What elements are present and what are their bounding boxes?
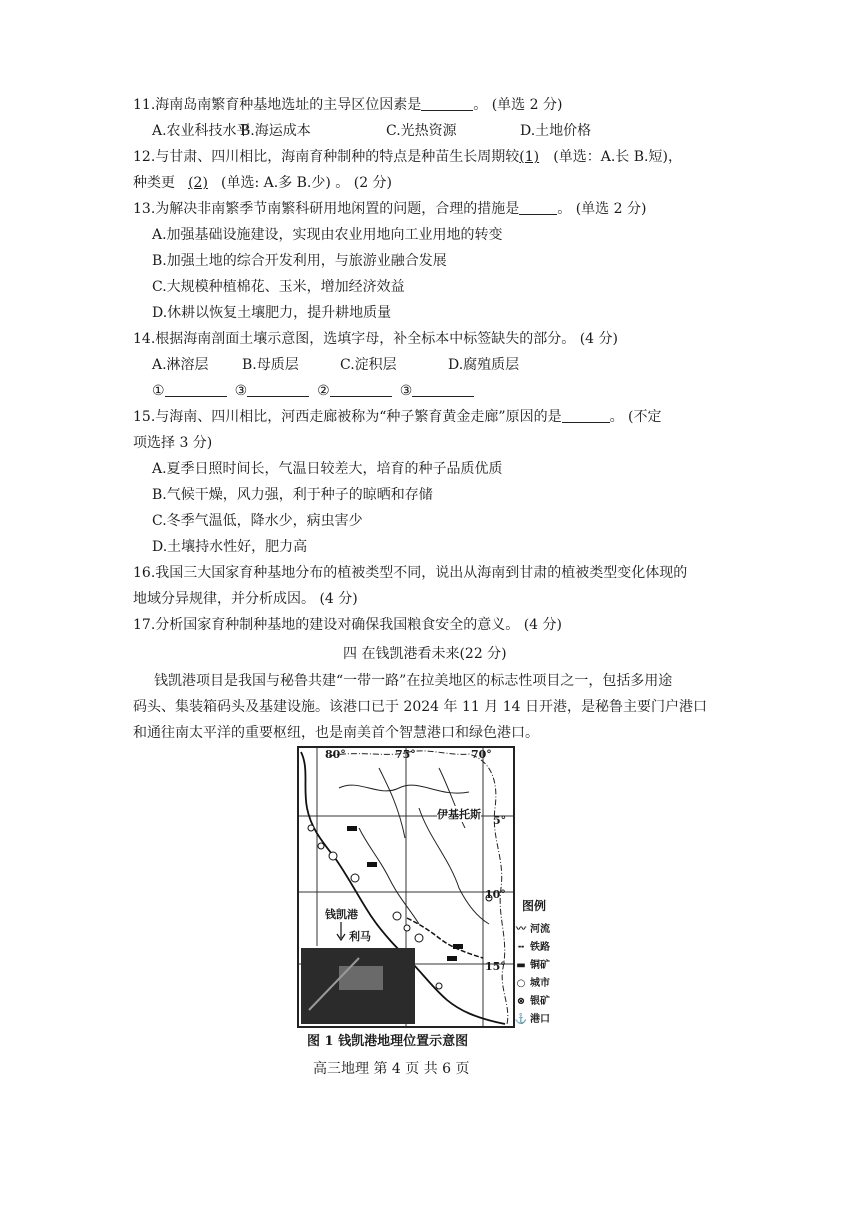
- q14-option-a: A.淋溶层: [152, 357, 209, 373]
- q14-option-c: C.淀积层: [340, 357, 397, 373]
- q14-blank-label-4: ③: [399, 383, 413, 399]
- lat-label-10: 10°: [485, 888, 506, 901]
- lon-label-80: 80°: [325, 748, 346, 761]
- lon-label-70: 70°: [471, 748, 492, 761]
- q11-stem: 11.海南岛南繁育种基地选址的主导区位因素是: [133, 97, 422, 113]
- port-aerial-photo-detail: [339, 966, 383, 990]
- copper-mine-marker: [367, 862, 377, 867]
- section-4-para-line-3: 和通往南太平洋的重要枢纽，也是南美首个智慧港口和绿色港口。: [133, 725, 539, 741]
- q15-option-c: C.冬季气温低，降水少，病虫害少: [152, 513, 363, 529]
- question-15: [133, 407, 662, 427]
- q11-tail: 。 (单选 2 分): [473, 97, 563, 113]
- question-12: [133, 147, 682, 167]
- chancay-port-location-map: [297, 746, 515, 1028]
- q13-option-c: C.大规模种植棉花、玉米，增加经济效益: [152, 279, 405, 295]
- section-4-para-line-1: 钱凯港项目是我国与秘鲁共建“一带一路”在拉美地区的标志性项目之一，包括多用途: [154, 673, 673, 689]
- lat-label-15: 15°: [485, 960, 506, 973]
- q15-answer-blank[interactable]: [562, 408, 610, 423]
- q11-option-c: C.光热资源: [386, 123, 457, 139]
- silver-mine-marker: [351, 874, 359, 882]
- q13-option-d: D.休耕以恢复土壤肥力，提升耕地质量: [152, 305, 392, 321]
- q15-line-2: 项选择 3 分): [133, 435, 213, 451]
- legend-silver: ⊗ 银矿: [512, 992, 550, 1007]
- figure-caption: 图 1 钱凯港地理位置示意图: [307, 1034, 469, 1049]
- copper-mine-marker: [453, 944, 463, 949]
- q11-option-b: B.海运成本: [240, 123, 311, 139]
- q13-stem: 13.为解决非南繁季节南繁科研用地闲置的问题，合理的措施是: [133, 201, 520, 217]
- section-4-title: 四 在钱凯港看未来(22 分): [343, 646, 507, 662]
- silver-mine-marker: [329, 852, 337, 860]
- railway-icon: ╍: [517, 942, 525, 953]
- question-12-line-2: [133, 173, 392, 193]
- city-marker: [308, 825, 314, 831]
- lon-label-75: 75°: [395, 748, 416, 761]
- question-14: 14.根据海南剖面土壤示意图，选填字母，补全标本中标签缺失的部分。 (4 分): [133, 331, 618, 347]
- section-4-para-line-2: 码头、集装箱码头及基建设施。该港口已于 2024 年 11 月 14 日开港，是秘鲁主要门户港口: [133, 699, 707, 715]
- q15-option-b: B.气候干燥，风力强，利于种子的晾晒和存储: [152, 487, 433, 503]
- q12-blank-2[interactable]: (2): [188, 175, 208, 191]
- question-16-line-2: 地域分异规律，并分析成因。 (4 分): [133, 591, 358, 607]
- q11-option-d: D.土地价格: [520, 123, 592, 139]
- q13-answer-blank[interactable]: [519, 200, 557, 215]
- river-icon: 〰: [516, 924, 526, 935]
- q12-text-1: 12.与甘肃、四川相比，海南育种制种的特点是种苗生长周期较: [133, 149, 520, 165]
- question-16: 16.我国三大国家育种基地分布的植被类型不同，说出从海南到甘肃的植被类型变化体现的: [133, 565, 688, 581]
- city-marker: [404, 925, 410, 931]
- q14-blanks: [152, 381, 474, 401]
- q15-text-1: 15.与海南、四川相比，河西走廊被称为“种子繁育黄金走廊”原因的是: [133, 409, 562, 425]
- copper-mine-marker: [447, 956, 457, 961]
- q11-option-a: A.农业科技水平: [152, 123, 251, 139]
- q12-text-3: 种类更: [133, 175, 175, 191]
- map-drawing: [299, 748, 513, 1026]
- q15-option-a: A.夏季日照时间长，气温日较差大，培育的种子品质优质: [152, 461, 503, 477]
- place-chancay-port: 钱凯港: [325, 908, 358, 921]
- q14-blank-1[interactable]: [165, 382, 227, 397]
- city-icon: ○: [516, 978, 526, 989]
- q14-blank-label-3: ②: [317, 383, 330, 399]
- q15-option-d: D.土壤持水性好，肥力高: [152, 539, 308, 555]
- copper-mine-marker: [347, 826, 357, 831]
- q11-answer-blank[interactable]: [421, 96, 473, 111]
- legend-port: ⚓ 港口: [512, 1010, 550, 1025]
- city-marker: [436, 983, 442, 989]
- q14-blank-label-2: ③: [234, 383, 248, 399]
- legend-copper: ▬ 铜矿: [512, 956, 550, 971]
- question-17: 17.分析国家育种制种基地的建设对确保我国粮食安全的意义。 (4 分): [133, 617, 562, 633]
- q12-blank-1[interactable]: (1): [519, 149, 540, 165]
- q14-options: [152, 355, 519, 375]
- page-footer: 高三地理 第 4 页 共 6 页: [313, 1061, 470, 1077]
- legend-river: 〰 河流: [512, 920, 550, 935]
- port-icon: ⚓: [514, 1014, 528, 1025]
- silver-mine-icon: ⊗: [516, 996, 526, 1007]
- q11-options: [152, 121, 591, 141]
- legend-city: ○ 城市: [512, 974, 550, 989]
- city-marker: [318, 843, 324, 849]
- q12-text-4: (单选: A.多 B.少) 。 (2 分): [221, 175, 393, 191]
- q14-blank-label-1: ①: [152, 383, 165, 399]
- silver-mine-marker: [415, 934, 423, 942]
- silver-mine-marker: [393, 912, 401, 920]
- legend-railway: ╍ 铁路: [512, 938, 550, 953]
- place-iquitos: 伊基托斯: [437, 808, 481, 821]
- question-11: [133, 95, 562, 115]
- q14-blank-2[interactable]: [247, 382, 309, 397]
- lat-label-5: 5°: [493, 814, 507, 827]
- q15-text-2: 。 (不定: [609, 409, 662, 425]
- q14-option-b: B.母质层: [242, 357, 299, 373]
- place-lima: 利马: [349, 930, 371, 943]
- legend-title: 图例: [522, 899, 547, 913]
- q14-blank-3[interactable]: [330, 382, 392, 397]
- q14-blank-4[interactable]: [412, 382, 474, 397]
- question-13: [133, 199, 646, 219]
- q13-option-b: B.加强土地的综合开发利用，与旅游业融合发展: [152, 253, 447, 269]
- q12-text-2: (单选：A.长 B.短)，: [553, 149, 682, 165]
- q14-option-d: D.腐殖质层: [448, 357, 520, 373]
- q13-option-a: A.加强基础设施建设，实现由农业用地向工业用地的转变: [152, 227, 503, 243]
- q13-tail: 。 (单选 2 分): [557, 201, 647, 217]
- copper-mine-icon: ▬: [516, 960, 526, 971]
